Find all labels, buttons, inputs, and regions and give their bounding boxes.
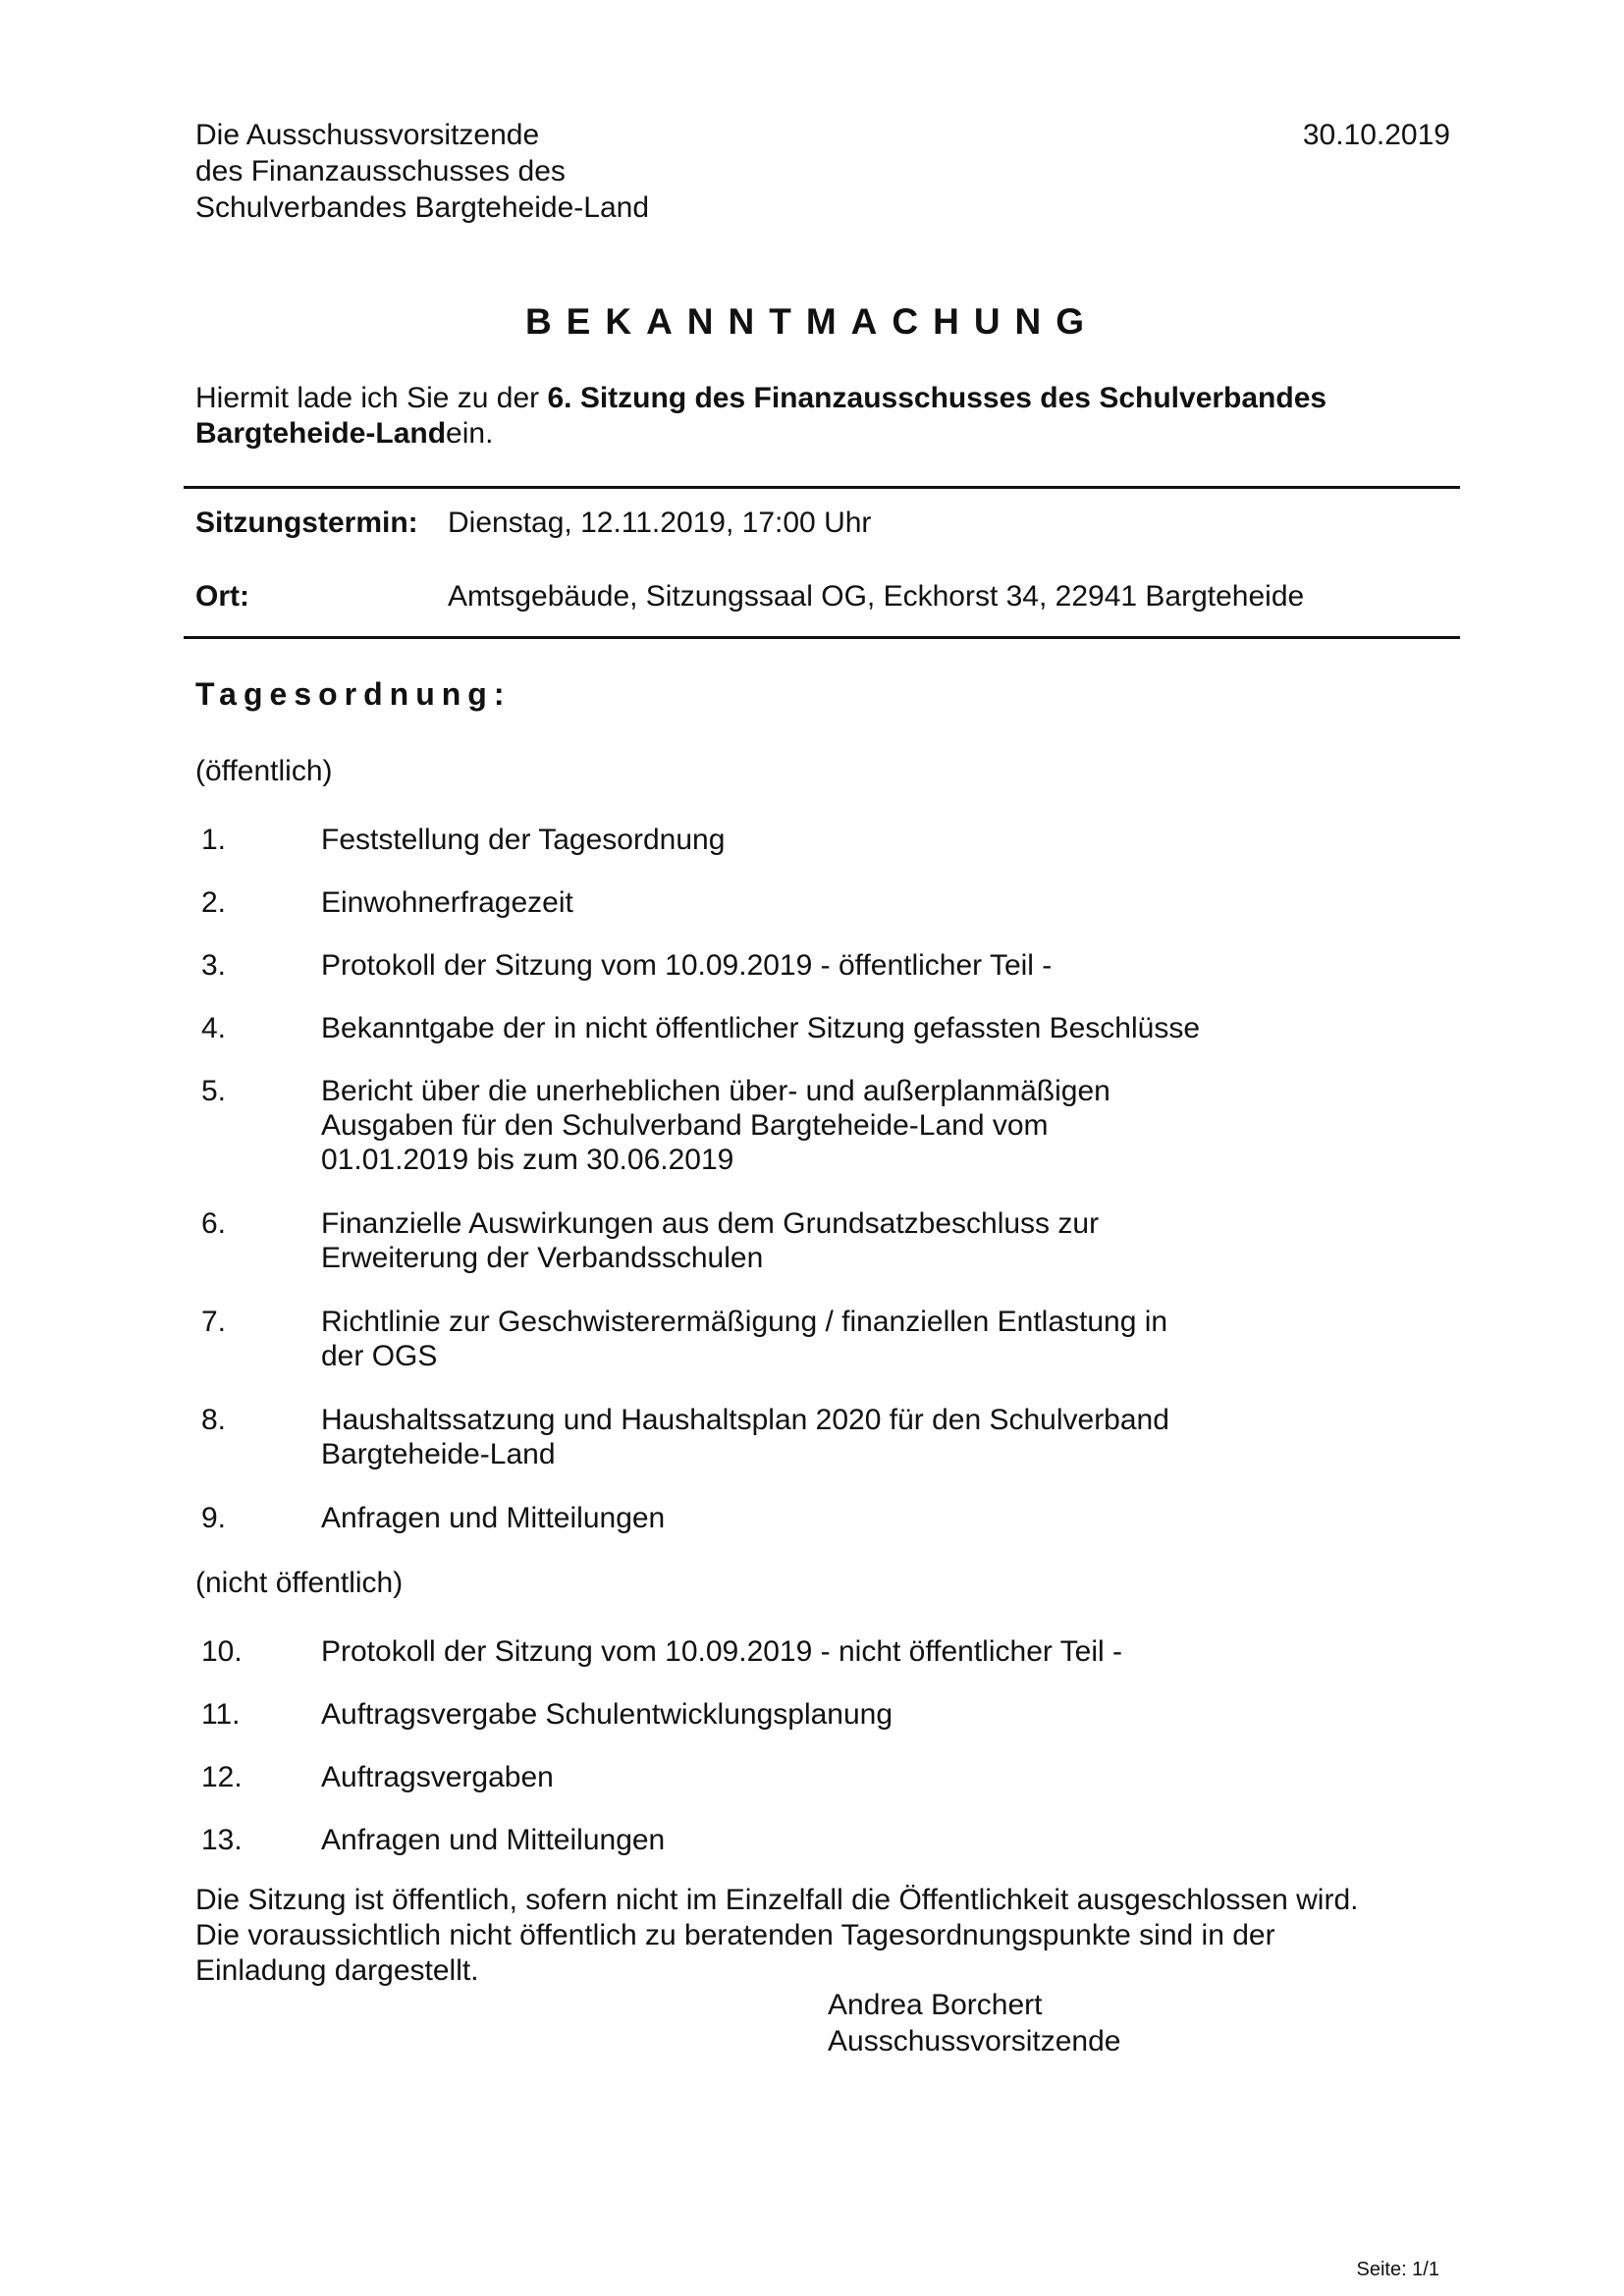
page-number: Seite: 1/1 [1356, 2259, 1439, 2280]
meeting-location-value: Amtsgebäude, Sitzungssaal OG, Eckhorst 34, 22941 Bargteheide [448, 580, 1305, 613]
agenda-item-text [321, 1760, 1264, 1794]
closing-line: Einladung dargestellt. [195, 1954, 479, 1987]
divider-bottom [184, 636, 1460, 639]
meeting-location-label: Ort: [195, 580, 249, 613]
closing-line: Die voraussichtlich nicht öffentlich zu beratenden Tagesordnungspunkte sind in der [195, 1919, 1275, 1951]
agenda-item-text [321, 1403, 1264, 1471]
private-section-label: (nicht öffentlich) [195, 1567, 404, 1599]
signature-name: Andrea Borchert [828, 1989, 1043, 2021]
agenda-item-number: 5. [201, 1075, 227, 1107]
agenda-item-text [321, 1634, 1264, 1669]
agenda-item-line: Protokoll der Sitzung vom 10.09.2019 - öffentlicher Teil - [321, 949, 1053, 982]
meeting-date-label: Sitzungstermin: [195, 507, 418, 539]
agenda-item-line: Bekanntgabe der in nicht öffentlicher Sitzung gefassten Beschlüsse [321, 1012, 1201, 1044]
document-title: BEKANNTMACHUNG [524, 301, 1100, 342]
agenda-item-line: Finanzielle Auswirkungen aus dem Grundsatzbeschluss zur [321, 1207, 1100, 1240]
agenda-item-text [321, 1206, 1264, 1275]
agenda-item-line: Auftragsvergaben [321, 1761, 554, 1793]
agenda-item-number: 11. [201, 1698, 241, 1731]
agenda-item-line: Haushaltssatzung und Haushaltsplan 2020 für den Schulverband [321, 1404, 1169, 1436]
agenda-item-line: Anfragen und Mitteilungen [321, 1824, 666, 1856]
sender-line: des Finanzausschusses des [195, 155, 566, 187]
intro-paragraph [195, 381, 1472, 452]
sender-line: Die Ausschussvorsitzende [195, 119, 540, 151]
agenda-item-number: 13. [201, 1824, 243, 1856]
agenda-item-line: Anfragen und Mitteilungen [321, 1502, 666, 1534]
agenda-item-number: 1. [201, 824, 227, 856]
agenda-item-line: Erweiterung der Verbandsschulen [321, 1242, 764, 1274]
agenda-item-number: 9. [201, 1502, 227, 1534]
divider-top [184, 486, 1460, 489]
sender-block [195, 118, 649, 227]
intro-bold-2: Bargteheide-Land [195, 417, 447, 450]
agenda-item-number: 6. [201, 1207, 227, 1240]
agenda-item-text [321, 948, 1264, 983]
agenda-item-number: 3. [201, 949, 227, 982]
agenda-item-line: 01.01.2019 bis zum 30.06.2019 [321, 1144, 734, 1176]
agenda-item-number: 10. [201, 1635, 243, 1668]
document-date: 30.10.2019 [1302, 119, 1450, 151]
agenda-item-number: 7. [201, 1306, 227, 1338]
agenda-item-text [321, 1011, 1264, 1045]
agenda-item-text [321, 1305, 1264, 1373]
closing-paragraph [195, 1883, 1472, 1989]
agenda-item-text [321, 885, 1264, 920]
agenda-item-number: 4. [201, 1012, 227, 1044]
agenda-item-number: 2. [201, 886, 227, 919]
signature-block [828, 1988, 1120, 2060]
intro-suffix: ein. [446, 417, 494, 450]
public-section-label: (öffentlich) [195, 755, 333, 787]
agenda-item-text [321, 1697, 1264, 1732]
agenda-item-text [321, 823, 1264, 857]
intro-bold-1: 6. Sitzung des Finanzausschusses des Schulverbandes [547, 382, 1327, 414]
agenda-item-text [321, 1074, 1264, 1177]
closing-line: Die Sitzung ist öffentlich, sofern nicht im Einzelfall die Öffentlichkeit ausgeschlossen wird. [195, 1884, 1359, 1916]
agenda-item-line: Feststellung der Tagesordnung [321, 824, 726, 856]
agenda-item-line: der OGS [321, 1340, 438, 1372]
agenda-item-line: Bericht über die unerheblichen über- und außerplanmäßigen [321, 1075, 1110, 1107]
meeting-location-row [195, 579, 1472, 618]
agenda-item-line: Bargteheide-Land [321, 1438, 556, 1470]
agenda-item-line: Einwohnerfragezeit [321, 886, 573, 919]
meeting-date-row [195, 506, 1472, 545]
agenda-item-line: Auftragsvergabe Schulentwicklungsplanung [321, 1698, 893, 1731]
agenda-item-line: Ausgaben für den Schulverband Bargteheide-Land vom [321, 1109, 1049, 1142]
agenda-item-line: Protokoll der Sitzung vom 10.09.2019 - nicht öffentlicher Teil - [321, 1635, 1123, 1668]
signature-role: Ausschussvorsitzende [828, 2025, 1121, 2057]
agenda-item-text [321, 1823, 1264, 1857]
agenda-title: Tagesordnung: [195, 676, 512, 712]
intro-prefix: Hiermit lade ich Sie zu der [195, 382, 548, 414]
meeting-date-value: Dienstag, 12.11.2019, 17:00 Uhr [448, 507, 872, 539]
agenda-item-line: Richtlinie zur Geschwisterermäßigung / finanziellen Entlastung in [321, 1306, 1168, 1338]
agenda-item-text [321, 1501, 1264, 1535]
agenda-item-number: 8. [201, 1404, 227, 1436]
agenda-item-number: 12. [201, 1761, 243, 1793]
sender-line: Schulverbandes Bargteheide-Land [195, 191, 649, 224]
